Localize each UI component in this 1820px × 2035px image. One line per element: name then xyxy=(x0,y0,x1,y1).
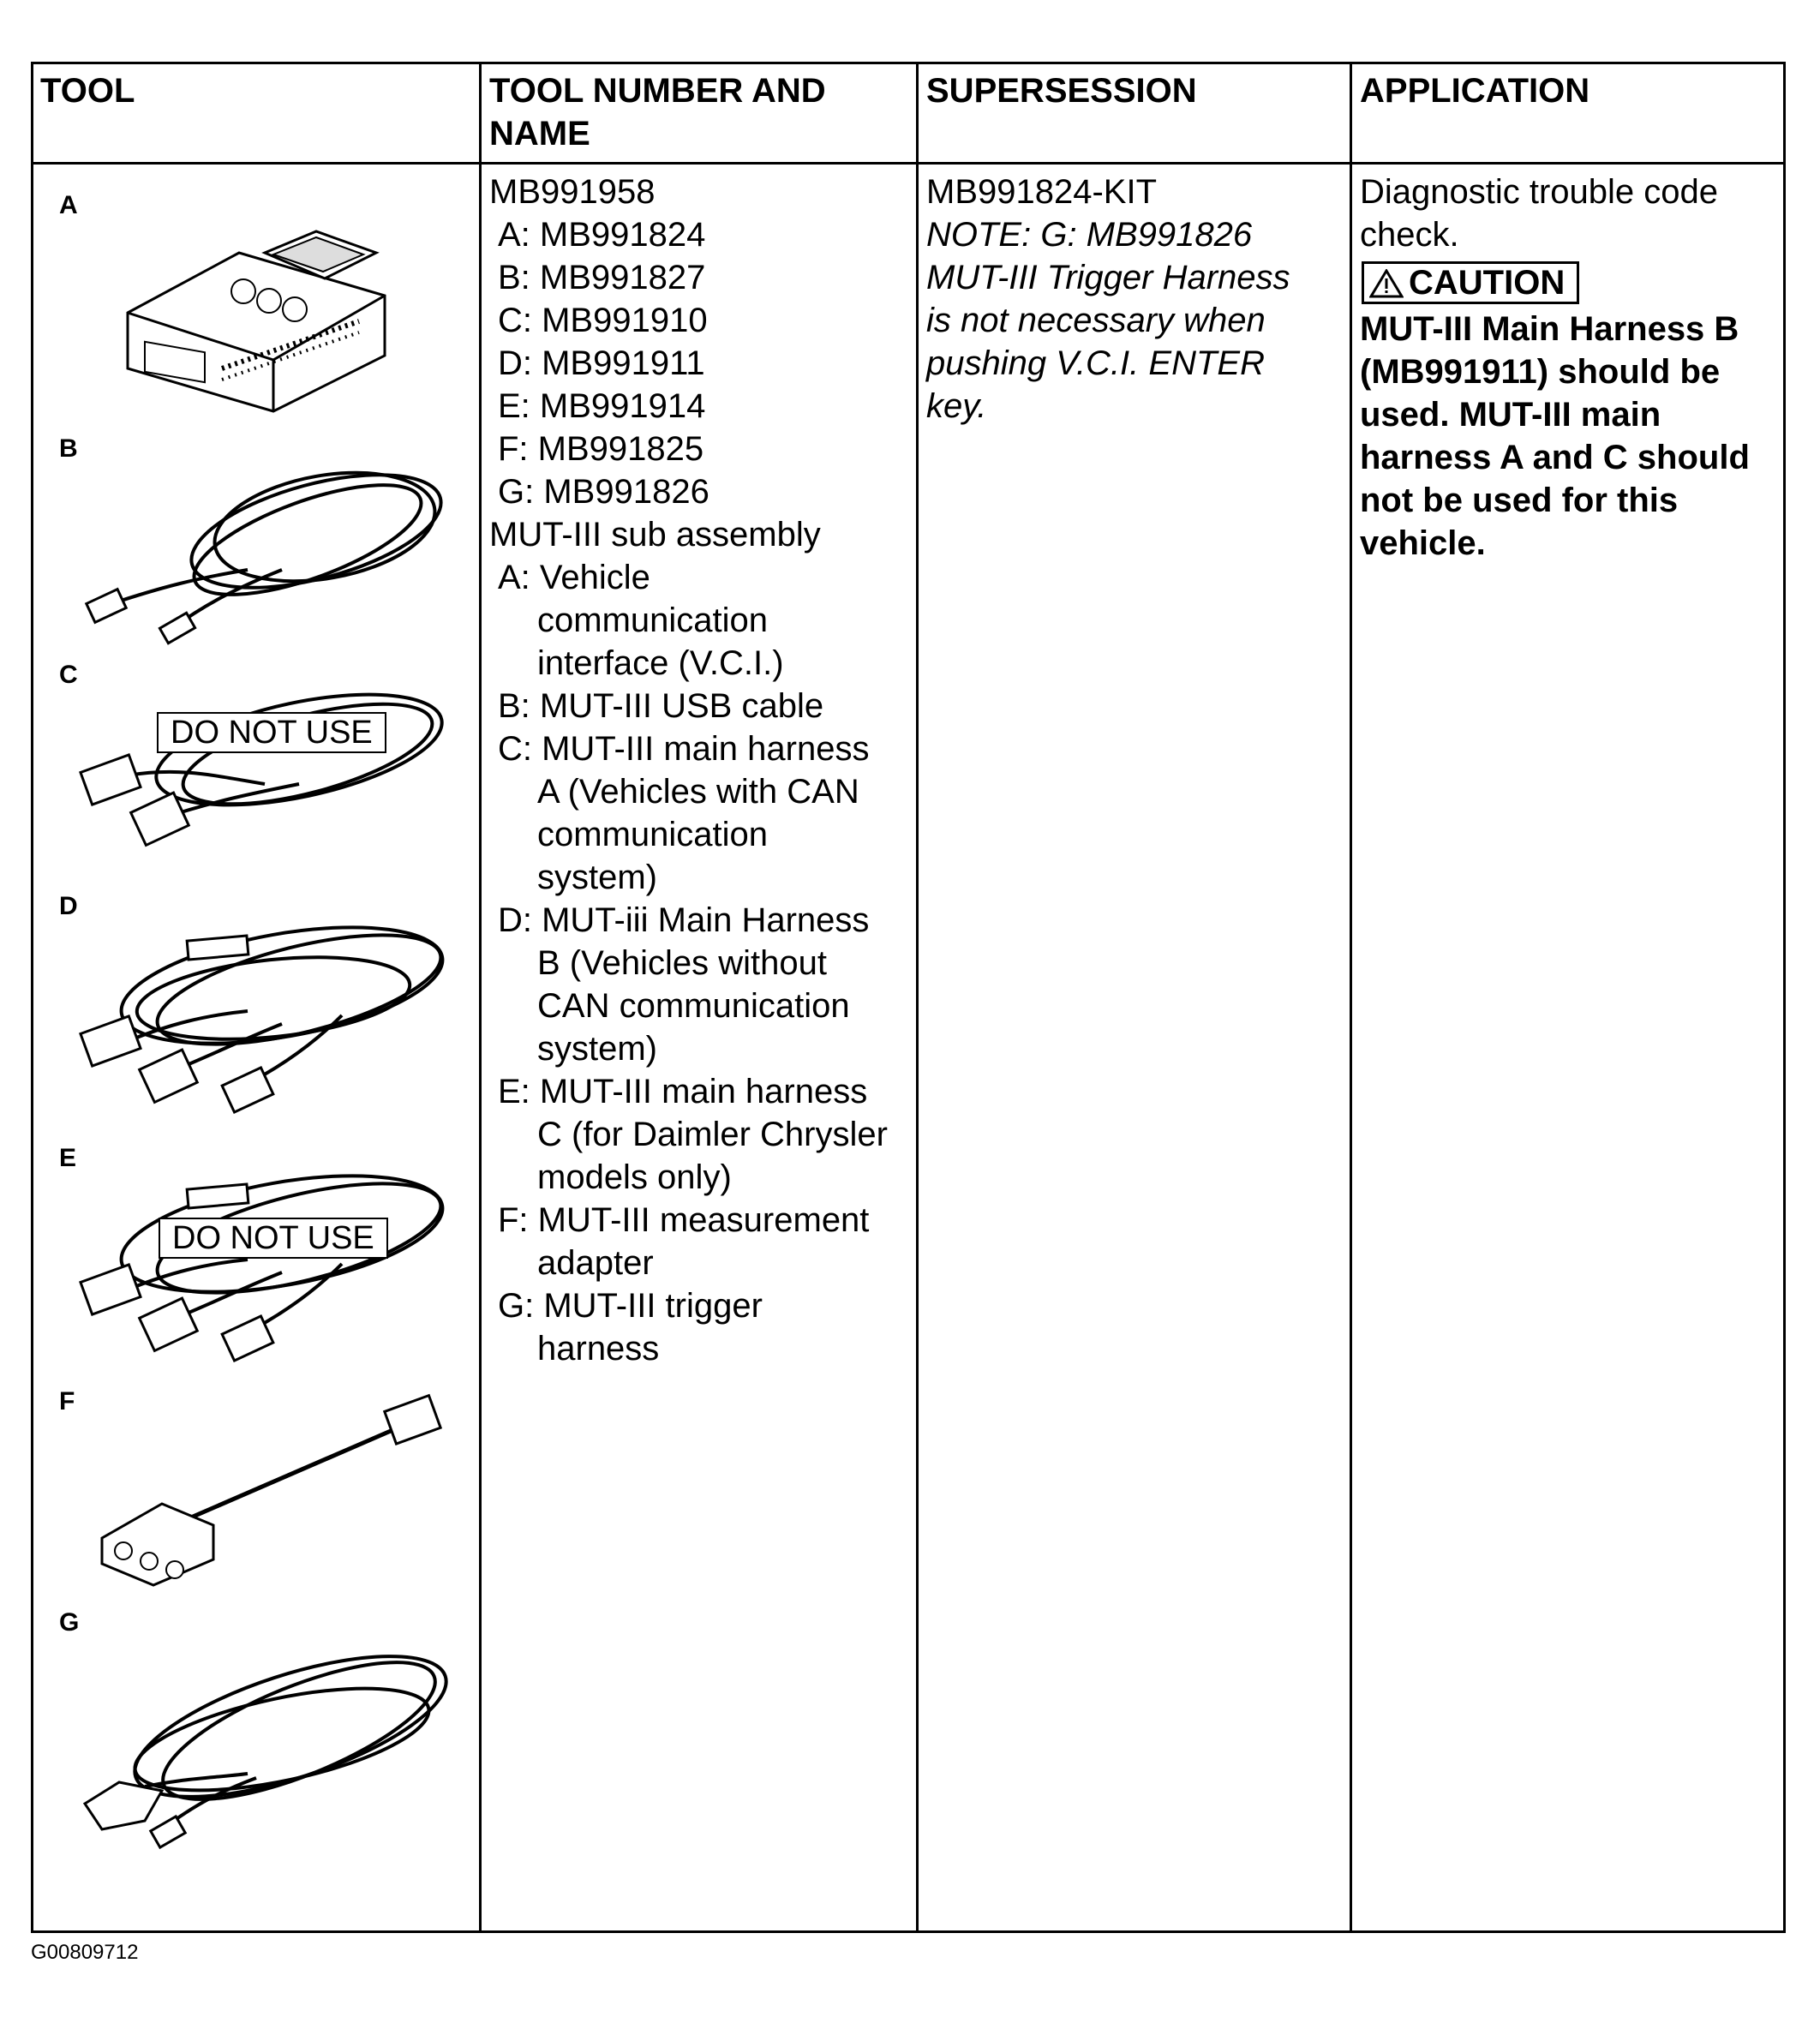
tool-number-line: A: MB991824 xyxy=(498,216,706,254)
tool-label-b: B xyxy=(59,434,78,463)
tool-number-line: system) xyxy=(537,859,657,896)
supersession-note xyxy=(926,213,1346,428)
tool-number-line: B: MB991827 xyxy=(498,259,706,296)
note-line: NOTE: G: MB991826 xyxy=(926,216,1253,254)
tool-number-line: F: MB991825 xyxy=(498,430,704,468)
tool-label-f: F xyxy=(59,1387,75,1416)
caution-line: harness A and C should xyxy=(1360,439,1750,476)
header-tool: TOOL xyxy=(40,72,135,110)
note-line: is not necessary when xyxy=(926,302,1266,339)
supersession-kit: MB991824-KIT xyxy=(926,173,1158,211)
header-divider xyxy=(33,162,1783,165)
column-divider xyxy=(479,64,482,1930)
tool-number-line: CAN communication xyxy=(537,987,850,1025)
tool-number-line: system) xyxy=(537,1030,657,1068)
measurement-adapter-illustration xyxy=(85,1384,462,1589)
header-supersession: SUPERSESSION xyxy=(926,72,1197,110)
caution-line: MUT-III Main Harness B xyxy=(1360,310,1739,348)
tool-number-line: MB991958 xyxy=(489,173,656,211)
note-line: key. xyxy=(926,387,987,425)
tool-number-line: adapter xyxy=(537,1244,654,1282)
do-not-use-label-e: DO NOT USE xyxy=(159,1218,388,1259)
tool-number-line: communication xyxy=(537,816,769,853)
main-harness-a-illustration xyxy=(68,681,462,853)
caution-text xyxy=(1360,308,1784,565)
trigger-harness-illustration xyxy=(68,1632,462,1864)
application-line: check. xyxy=(1360,216,1459,254)
warning-triangle-icon xyxy=(1369,269,1404,298)
note-line: pushing V.C.I. ENTER xyxy=(926,344,1265,382)
tool-label-a: A xyxy=(59,191,78,219)
usb-cable-illustration xyxy=(76,450,453,647)
tool-number-line: F: MUT-III measurement xyxy=(498,1201,870,1239)
column-divider xyxy=(1350,64,1352,1930)
tool-number-line: D: MB991911 xyxy=(498,344,705,382)
caution-label: CAUTION xyxy=(1409,264,1566,302)
tool-number-line: models only) xyxy=(537,1158,732,1196)
tool-number-line: E: MB991914 xyxy=(498,387,706,425)
tool-number-line: B (Vehicles without xyxy=(537,944,827,982)
caution-line: not be used for this xyxy=(1360,482,1679,519)
header-application: APPLICATION xyxy=(1360,72,1590,110)
tool-number-line: E: MUT-III main harness xyxy=(498,1073,868,1110)
tool-number-line: C: MB991910 xyxy=(498,302,708,339)
caution-line: (MB991911) should be xyxy=(1360,353,1721,391)
header-tool-number: TOOL NUMBER AND NAME xyxy=(489,72,826,153)
do-not-use-label-c: DO NOT USE xyxy=(157,712,386,753)
tool-number-line: C (for Daimler Chrysler xyxy=(537,1116,888,1153)
application-cell xyxy=(1360,171,1784,565)
tool-label-d: D xyxy=(59,892,78,920)
column-divider xyxy=(916,64,919,1930)
tool-number-line: communication xyxy=(537,602,769,639)
note-line: MUT-III Trigger Harness xyxy=(926,259,1290,296)
tool-label-c: C xyxy=(59,661,78,689)
vci-device-illustration xyxy=(102,218,419,416)
tool-number-line: MUT-III sub assembly xyxy=(489,516,821,554)
tool-label-e: E xyxy=(59,1144,77,1172)
caution-line: used. MUT-III main xyxy=(1360,396,1661,434)
tool-number-line: A: Vehicle xyxy=(498,559,650,596)
caution-box xyxy=(1362,261,1579,304)
supersession-cell xyxy=(926,171,1346,428)
tool-table xyxy=(31,62,1786,1933)
tool-number-line: A (Vehicles with CAN xyxy=(537,773,859,811)
figure-id: G00809712 xyxy=(31,1941,139,1964)
tool-number-line: G: MUT-III trigger xyxy=(498,1287,763,1325)
tool-number-line: G: MB991826 xyxy=(498,473,709,511)
tool-number-line: D: MUT-iii Main Harness xyxy=(498,901,870,939)
tool-number-line: interface (V.C.I.) xyxy=(537,644,784,682)
main-harness-c-illustration xyxy=(68,1161,462,1367)
tool-number-line: C: MUT-III main harness xyxy=(498,730,870,768)
caution-line: vehicle. xyxy=(1360,524,1486,562)
tool-number-list xyxy=(489,171,913,1370)
tool-number-line: B: MUT-III USB cable xyxy=(498,687,824,725)
tool-number-line: harness xyxy=(537,1330,660,1368)
application-line: Diagnostic trouble code xyxy=(1360,173,1719,211)
tool-label-g: G xyxy=(59,1608,80,1637)
main-harness-b-illustration xyxy=(68,913,462,1118)
